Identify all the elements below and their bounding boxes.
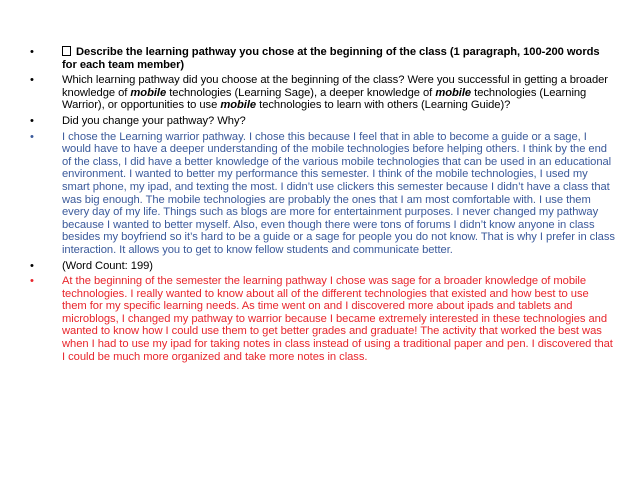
bullet-dot: • [30,114,34,127]
question-segment: technologies to learn with others (Learning Guide)? [256,99,511,112]
bullet-dot: • [30,275,34,288]
bullet-item-prompt-heading [30,46,615,71]
prompt-heading-text: Describe the learning pathway you chose at the beginning of the class (1 paragraph, 100-200 words for each team member) [62,46,600,71]
word-count-text: (Word Count: 199) [62,259,153,272]
emphasis-mobile: mobile [435,86,472,99]
question-segment: Which learning pathway did you choose at the beginning of the class? Were you successful in getting a broader knowledge of [62,74,608,99]
emphasis-mobile: mobile [220,99,257,112]
bullet-item-pathway-question [30,74,615,112]
bullet-item-answer-sage [30,275,615,363]
change-question-text: Did you change your pathway? Why? [62,114,246,127]
question-segment: technologies (Learning Warrior), or opportunities to use [62,86,587,112]
bullet-dot: • [30,130,34,143]
pathway-question-text [62,74,608,111]
bullet-dot: • [30,74,34,87]
answer-warrior-text: I chose the Learning warrior pathway. I chose this because I feel that in able to become a guide or a sage, I would have to have a deeper understanding of the mobile technologies before helping others. I think by the end of the class, I did have a better knowledge of the various mobile technologies that can be used in an educational environment. I wanted to better my performance this semester. I think of the mobile technologies, I used my smart phone, my ipad, and texting the most. I didn’t use clickers this semester because I didn’t have a class that was big enough. The mobile technologies are probably the ones that I am most comfortable with. I use them every day of my life. Things such as blogs are more for entertainment purposes. I never changed my pathway because I wanted to better myself. Also, even though there were tons of forums I didn’t know anyone in class besides my boyfriend so it’s hard to be a guide or a sage for people you do not know. That is why I prefer in class interaction. It allows you to get to know fellow students and communicate better. [62,130,615,256]
placeholder-glyph-icon [62,46,71,56]
emphasis-mobile: mobile [130,86,167,99]
question-segment: technologies (Learning Sage), a deeper knowledge of [166,86,436,99]
bullet-item-change-question [30,115,615,128]
bullet-list [30,46,615,366]
answer-sage-text: At the beginning of the semester the learning pathway I chose was sage for a broader knowledge of mobile technologies. I really wanted to know about all of the different technologies that existed and how best to use them for my specific learning needs. As time went on and I discovered more about ipads and tablets and microblogs, I changed my pathway to warrior because I became extremely interested in these technologies and wanted to know how I could use them to get better grades and graduate! The activity that worked the best was when I had to use my ipad for taking notes in class instead of using a traditional paper and pen. I discovered that I could be much more organized and take more notes in class. [62,275,613,363]
bullet-item-word-count [30,260,615,273]
bullet-dot: • [30,46,34,58]
bullet-dot: • [30,259,34,272]
bullet-item-answer-warrior [30,131,615,257]
